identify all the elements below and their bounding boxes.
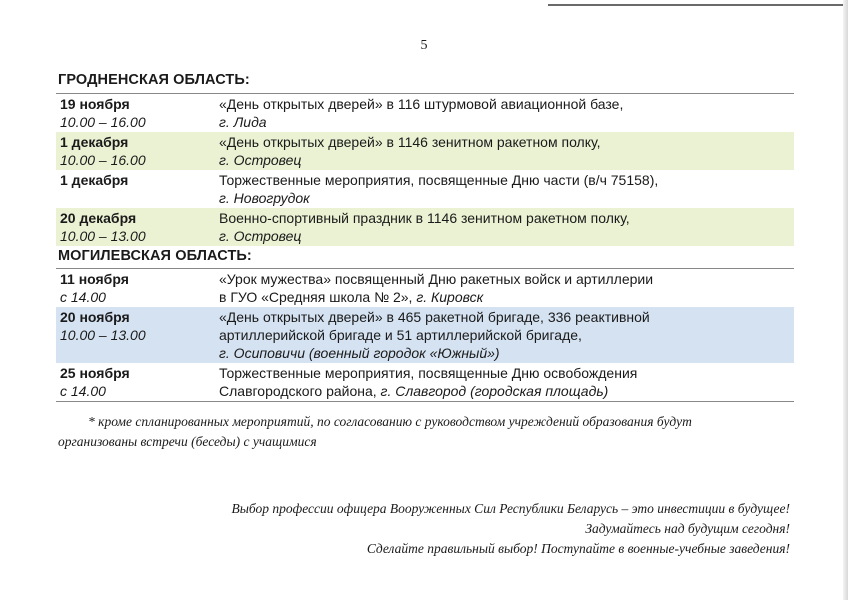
footnote-line: * кроме спланированных мероприятий, по согласованию с руководством учреждений образования будут — [88, 414, 692, 429]
event-place: г. Новогрудок — [219, 190, 310, 206]
slogan-line: Выбор профессии офицера Вооруженных Сил Республики Беларусь – это инвестиции в будущее! — [231, 501, 790, 516]
table-row — [56, 307, 794, 363]
event-time: 10.00 – 16.00 — [60, 152, 146, 168]
table-row — [56, 208, 794, 246]
footnote-line: организованы встречи (беседы) с учащимися — [58, 434, 317, 449]
event-description: «День открытых дверей» в 1146 зенитном ракетном полку, — [219, 134, 601, 150]
event-description: артиллерийской бригаде и 51 артиллерийской бригаде, — [219, 327, 582, 343]
event-place: г. Островец — [219, 228, 302, 244]
event-description: Военно-спортивный праздник в 1146 зенитном ракетном полку, — [219, 210, 630, 226]
event-time: с 14.00 — [60, 383, 106, 399]
events-table-grodno — [56, 93, 794, 246]
event-date: 19 ноября — [60, 96, 130, 112]
event-date: 25 ноября — [60, 365, 130, 381]
event-description: «День открытых дверей» в 116 штурмовой авиационной базе, — [219, 96, 624, 112]
event-time: 10.00 – 13.00 — [60, 327, 146, 343]
table-row — [56, 132, 794, 170]
event-place: г. Кировск — [416, 289, 484, 305]
top-border-line — [548, 4, 848, 6]
event-description: «День открытых дверей» в 465 ракетной бригаде, 336 реактивной — [219, 309, 650, 325]
event-description: Торжественные мероприятия, посвященные Дню части (в/ч 75158), — [219, 172, 659, 188]
event-date: 1 декабря — [60, 134, 129, 150]
page-number: 5 — [420, 38, 428, 53]
slogan-line: Сделайте правильный выбор! Поступайте в военные-учебные заведения! — [366, 541, 790, 556]
event-date: 11 ноября — [60, 271, 129, 287]
slogan-line: Задумайтесь над будущим сегодня! — [585, 521, 790, 536]
event-description-end: в ГУО «Средняя школа № 2», — [219, 289, 417, 305]
page-edge-shadow — [843, 0, 848, 600]
event-description: «Урок мужества» посвященный Дню ракетных войск и артиллерии — [219, 271, 654, 287]
events-table-mogilev — [56, 268, 794, 402]
table-row — [56, 269, 794, 307]
event-place: г. Лида — [219, 114, 267, 130]
event-place: г. Островец — [219, 152, 302, 168]
table-row — [56, 170, 794, 208]
event-description: Торжественные мероприятия, посвященные Дню освобождения — [219, 365, 638, 381]
event-date: 20 декабря — [60, 210, 137, 226]
section-title-grodno: ГРОДНЕНСКАЯ ОБЛАСТЬ: — [58, 72, 250, 88]
event-time: с 14.00 — [60, 289, 106, 305]
table-row — [56, 94, 794, 132]
event-time: 10.00 – 13.00 — [60, 228, 146, 244]
footnote — [58, 412, 794, 452]
slogan — [232, 499, 790, 559]
table-row — [56, 363, 794, 401]
event-place: г. Славгород (городская площадь) — [380, 383, 609, 399]
section-title-mogilev: МОГИЛЕВСКАЯ ОБЛАСТЬ: — [58, 248, 252, 264]
event-place: г. Осиповичи (военный городок «Южный») — [219, 345, 500, 361]
event-time: 10.00 – 16.00 — [60, 114, 146, 130]
event-date: 20 ноября — [60, 309, 130, 325]
event-date: 1 декабря — [60, 172, 129, 188]
table-bottom-rule — [56, 401, 794, 402]
event-description-end: Славгородского района, — [219, 383, 381, 399]
